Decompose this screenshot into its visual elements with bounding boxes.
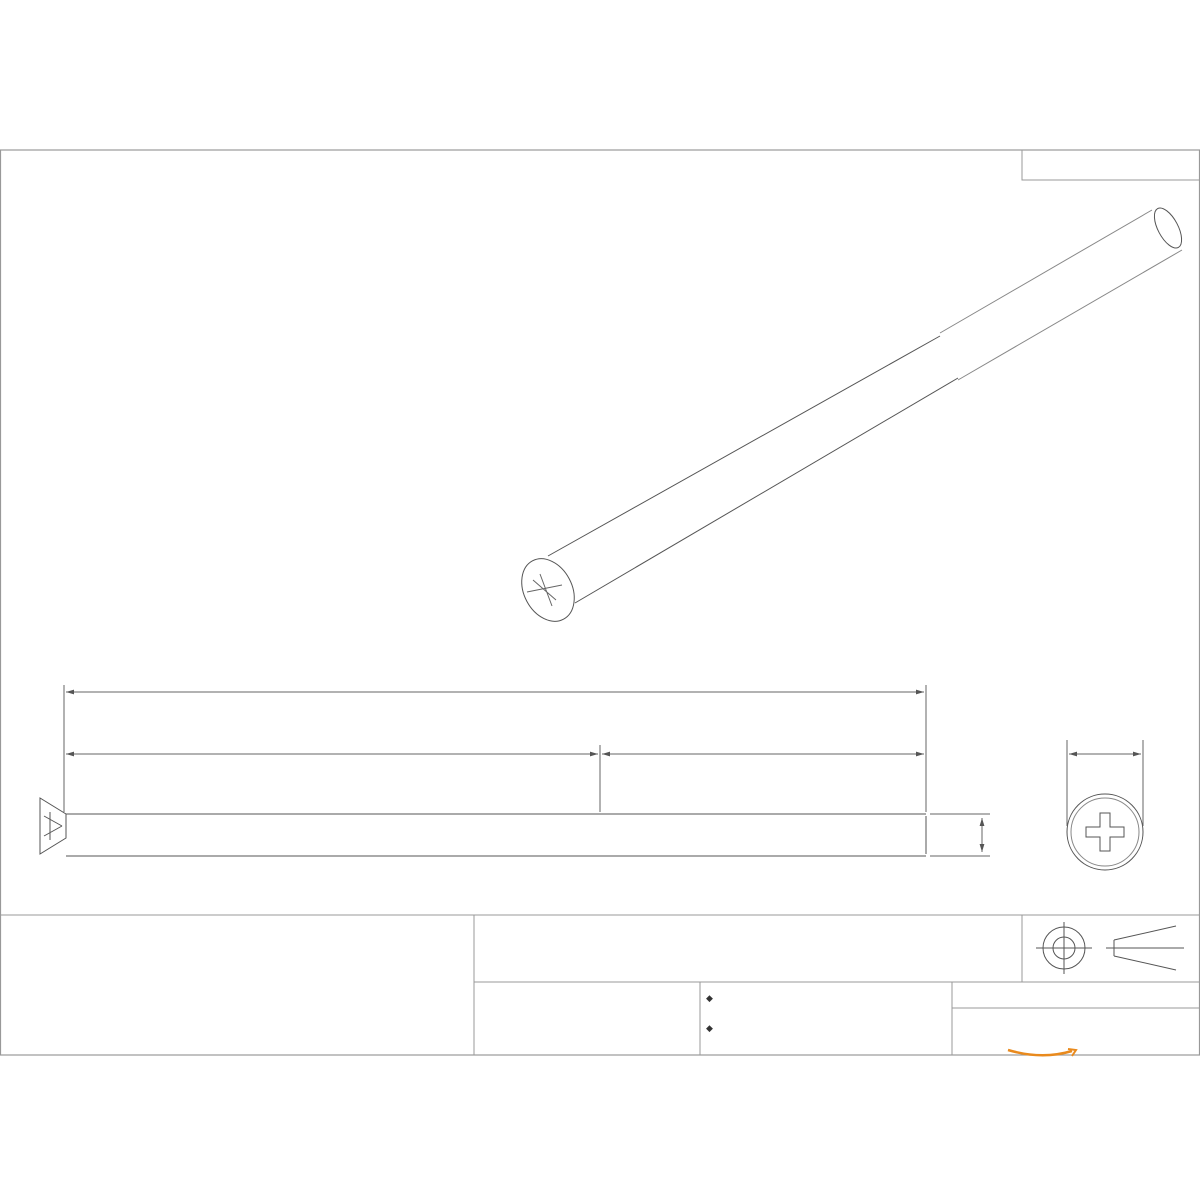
note-reference [706,1023,946,1034]
asin-header [1022,152,1200,180]
top-view-dimensions [64,685,990,856]
title-block-grid [0,915,1200,1055]
note-units [706,993,866,1004]
note-bullet-1: ◆ [706,993,713,1003]
projection-symbol-icon [1036,922,1184,974]
amazon-smile-icon [1006,1047,1080,1059]
front-view-screw [1067,794,1143,870]
sheet-border [1,150,1200,1055]
note-bullet-2: ◆ [706,1023,713,1033]
top-view-screw [40,798,926,856]
isometric-screw [511,204,1187,631]
